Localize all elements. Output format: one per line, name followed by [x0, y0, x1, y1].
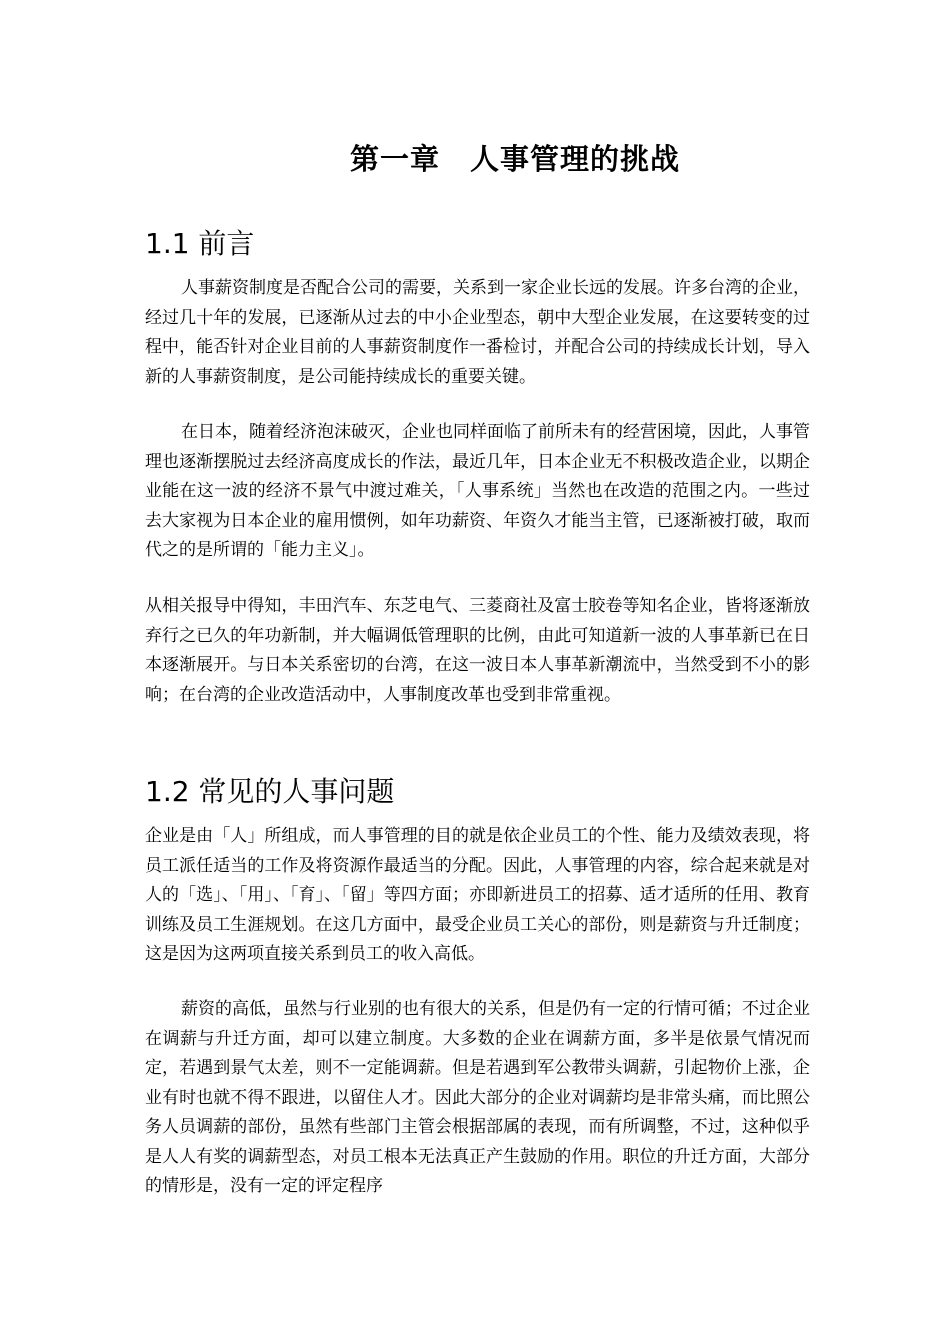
section-heading-preface: 1.1 前言 [145, 227, 255, 260]
section-heading-common-issues: 1.2 常见的人事问题 [145, 775, 395, 808]
paragraph: 人事薪资制度是否配合公司的需要，关系到一家企业长远的发展。许多台湾的企业，经过几十年的发展，已逐渐从过去的中小企业型态，朝中大型企业发展，在这要转变的过程中，能否针对企业目前的人事薪资制度作一番检讨，并配合公司的持续成长计划，导入新的人事薪资制度，是公司能持续成长的重要关键。 [145, 278, 810, 387]
chapter-title: 第一章 人事管理的挑战 [349, 142, 680, 176]
paragraph: 薪资的高低，虽然与行业别的也有很大的关系，但是仍有一定的行情可循；不过企业在调薪与升迁方面，却可以建立制度。大多数的企业在调薪方面，多半是依景气情况而定，若遇到景气太差，则不一定能调薪。但是若遇到军公教带头调薪，引起物价上涨，企业有时也就不得不跟进，以留住人才。因此大部分的企业对调薪均是非常头痛，而比照公务人员调薪的部份，虽然有些部门主管会根据部属的表现，而有所调整，不过，这种似乎是人人有奖的调薪型态，对员工根本无法真正产生鼓励的作用。职位的升迁方面，大部分的情形是，没有一定的评定程序 [145, 999, 810, 1196]
paragraph: 从相关报导中得知，丰田汽车、东芝电气、三菱商社及富士胶卷等知名企业，皆将逐渐放弃行之已久的年功新制，并大幅调低管理职的比例，由此可知道新一波的人事革新已在日本逐渐展开。与日本关系密切的台湾，在这一波日本人事革新潮流中，当然受到不小的影响；在台湾的企业改造活动中，人事制度改革也受到非常重视。 [145, 596, 810, 705]
paragraph: 在日本，随着经济泡沫破灭，企业也同样面临了前所未有的经营困境，因此，人事管理也逐渐摆脱过去经济高度成长的作法，最近几年，日本企业无不积极改造企业，以期企业能在这一波的经济不景气中渡过难关，「人事系统」当然也在改造的范围之内。一些过去大家视为日本企业的雇用惯例，如年功薪资、年资久才能当主管，已逐渐被打破，取而代之的是所谓的「能力主义」。 [145, 422, 810, 560]
paragraph: 企业是由「人」所组成，而人事管理的目的就是依企业员工的个性、能力及绩效表现，将员工派任适当的工作及将资源作最适当的分配。因此，人事管理的内容，综合起来就是对人的「选」、「用」、「育」、「留」等四方面；亦即新进员工的招募、适才适所的任用、教育训练及员工生涯规划。在这几方面中，最受企业员工关心的部份，则是薪资与升迁制度；这是因为这两项直接关系到员工的收入高低。 [145, 826, 810, 964]
